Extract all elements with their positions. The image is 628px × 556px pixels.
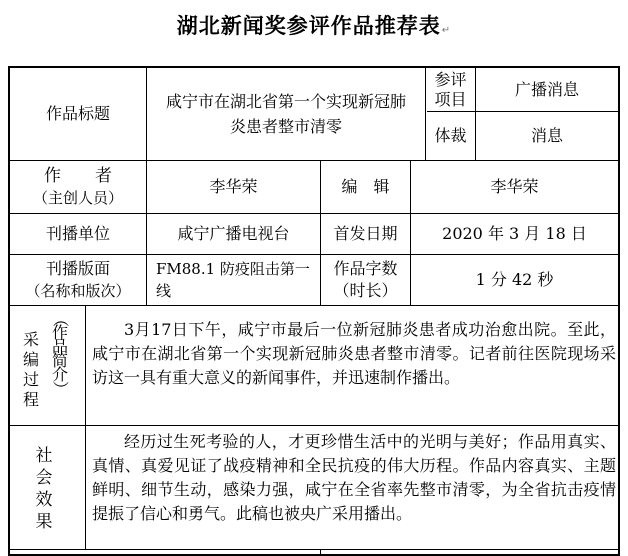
process-label-inner (46, 312, 74, 396)
author-value: 李华荣 (209, 177, 258, 196)
category-label: 参评项目 (434, 69, 467, 109)
label-char: 简 (51, 351, 68, 370)
first-date-label: 首发日期 (333, 224, 398, 243)
form-title: 湖北新闻奖参评作品推荐表↵ (176, 14, 452, 38)
col-divider (85, 305, 86, 425)
label-char: 程 (22, 390, 39, 409)
publisher-label: 刊播单位 (45, 224, 110, 243)
length-value: 1 分 42 秒 (475, 270, 554, 289)
row-divider (8, 425, 620, 426)
first-date-value: 2020 年 3 月 18 日 (442, 224, 587, 243)
label-char: 作 (51, 323, 68, 342)
editor-value: 李华荣 (490, 177, 539, 196)
label-char: 采 (22, 330, 39, 349)
length-label: 作品字数 （时长） (333, 259, 398, 300)
process-text: 3月17日下午，咸宁市最后一位新冠肺炎患者成功治愈出院。至此，咸宁市在湖北省第一个实现新冠肺炎患者整市清零。记者前往医院现场采访这一具有重大意义的新闻事件，并迅速制作播出。 (92, 320, 616, 387)
effect-text: 经历过生死考验的人，才更珍惜生活中的光明与美好；作品用真实、真情、真爱见证了战疫精神和全民抗疫的伟大历程。作品内容真实、主题鲜明、细节生动，感染力强，咸宁在全省率先整市清零，为全省抗击疫情提振了信心和勇气。此稿也被央广采用播出。 (92, 432, 616, 523)
label-char: 会 (35, 468, 53, 488)
label-char: 介 (51, 365, 68, 384)
edition-value: FM88.1 防疫阻击第一线 (156, 260, 310, 300)
edition-label: 刊播版面 （名称和版次） (25, 259, 131, 300)
label-char: 编 (22, 350, 39, 369)
effect-label (30, 445, 58, 533)
editor-label: 编 辑 (341, 177, 390, 196)
genre-value: 消息 (530, 126, 563, 145)
label-char: 品 (51, 337, 68, 356)
category-value: 广播消息 (514, 79, 579, 99)
row-divider (8, 305, 620, 306)
label-char: 社 (35, 446, 53, 466)
label-char: 效 (35, 490, 53, 510)
publisher-value: 咸宁广播电视台 (177, 224, 290, 243)
work-title-value: 咸宁市在湖北省第一个实现新冠肺炎患者整市清零 (165, 92, 406, 136)
label-char: （ (51, 310, 70, 327)
col-divider (320, 549, 321, 555)
label-char: ） (51, 380, 70, 397)
author-label: 作 者 （主创人员） (32, 166, 123, 207)
process-label-outer (20, 330, 42, 410)
row-divider (8, 549, 620, 550)
label-char: 果 (35, 512, 53, 532)
work-title-label: 作品标题 (45, 104, 110, 123)
label-char: 过 (22, 370, 39, 389)
col-divider (85, 425, 86, 549)
genre-label: 体裁 (434, 126, 467, 145)
